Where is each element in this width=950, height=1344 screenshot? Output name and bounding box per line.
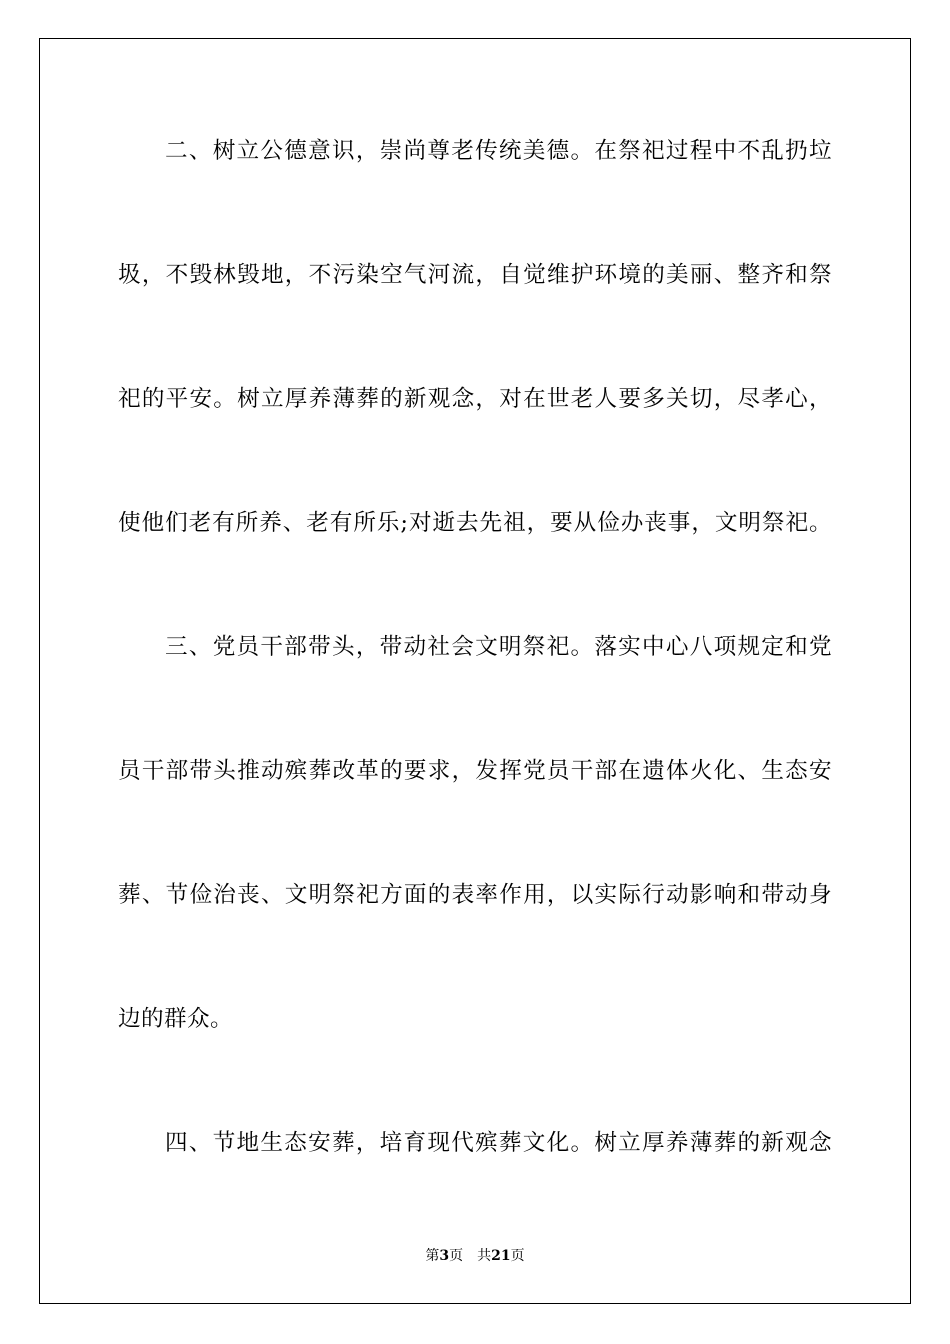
- page-footer: [0, 1247, 950, 1265]
- paragraph-4-line-1: 四、节地生态安葬，培育现代殡葬文化。树立厚养薄葬的新观念: [165, 1130, 832, 1156]
- total-prefix: 共: [477, 1248, 492, 1264]
- total-suffix: 页: [510, 1248, 525, 1264]
- paragraph-2-line-2: 圾，不毁林毁地，不污染空气河流，自觉维护环境的美丽、整齐和祭: [118, 262, 832, 288]
- paragraph-2-line-1: 二、树立公德意识，崇尚尊老传统美德。在祭祀过程中不乱扔垃: [165, 138, 832, 164]
- page-frame: [39, 38, 911, 1304]
- paragraph-3-line-4: 边的群众。: [118, 1006, 233, 1032]
- page-prefix: 第: [425, 1248, 440, 1264]
- paragraph-3-line-2: 员干部带头推动殡葬改革的要求，发挥党员干部在遗体火化、生态安: [118, 758, 832, 784]
- paragraph-2-line-3: 祀的平安。树立厚养薄葬的新观念，对在世老人要多关切，尽孝心，: [118, 386, 832, 412]
- paragraph-2-line-4: 使他们老有所养、老有所乐;对逝去先祖，要从俭办丧事，文明祭祀。: [118, 510, 832, 536]
- page-suffix: 页: [449, 1248, 464, 1264]
- total-pages: 21: [491, 1248, 511, 1264]
- paragraph-3-line-3: 葬、节俭治丧、文明祭祀方面的表率作用，以实际行动影响和带动身: [118, 882, 832, 908]
- paragraph-3-line-1: 三、党员干部带头，带动社会文明祭祀。落实中心八项规定和党: [165, 634, 832, 660]
- page-number: 3: [439, 1248, 450, 1264]
